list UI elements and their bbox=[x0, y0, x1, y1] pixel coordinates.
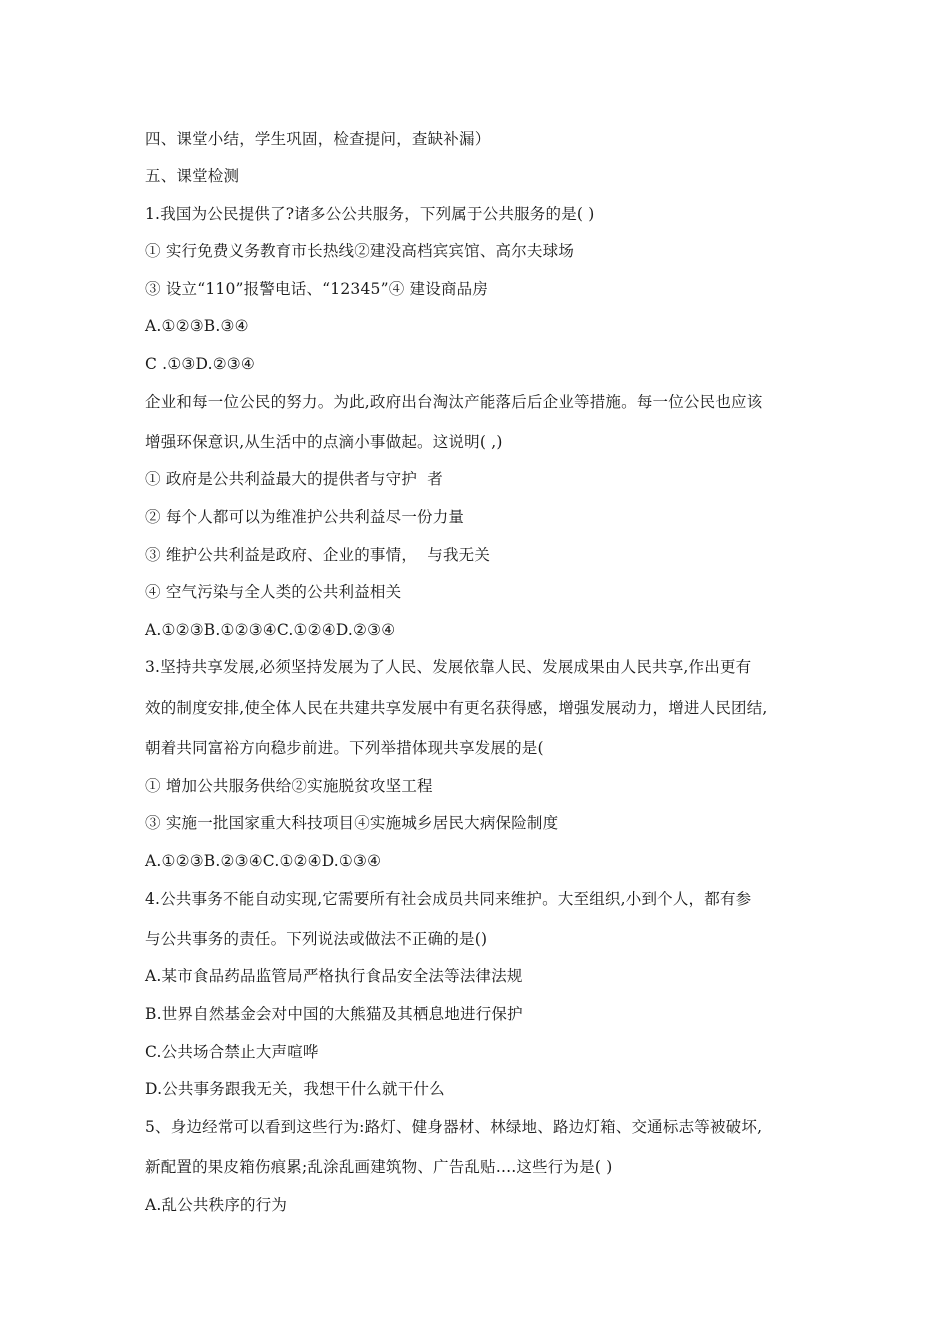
question-3-choices: A.①②③B.②③④C.①②④D.①③④ bbox=[145, 852, 382, 870]
question-2-stem: 增强环保意识,从生活中的点滴小事做起。这说明( ,) bbox=[145, 433, 503, 451]
question-4-option-c: C.公共场合禁止大声喧哗 bbox=[145, 1043, 319, 1061]
question-4-stem: 4.公共事务不能自动实现,它需要所有社会成员共同来维护。大至组织,小到个人，都有参 bbox=[145, 890, 752, 908]
question-1-stem: 1.我国为公民提供了?诸多公公共服务，下列属于公共服务的是( ) bbox=[145, 205, 595, 223]
question-2-option-line: ② 每个人都可以为维准护公共利益尽一份力量 bbox=[145, 508, 465, 526]
question-3-option-line: ③ 实施一批国家重大科技项目④实施城乡居民大病保险制度 bbox=[145, 814, 559, 832]
question-4-stem: 与公共事务的责任。下列说法或做法不正确的是() bbox=[145, 930, 488, 948]
question-5-option-a: A.乱公共秩序的行为 bbox=[145, 1196, 288, 1214]
question-3-stem: 效的制度安排,使全体人民在共建共享发展中有更名获得感，增强发展动力，增进人民团结, bbox=[145, 699, 768, 717]
question-2-option-line: ① 政府是公共利益最大的提供者与守护 者 bbox=[145, 470, 443, 488]
question-2-option-line: ③ 维护公共利益是政府、企业的事情， 与我无关 bbox=[145, 546, 491, 564]
question-1-option-line: ① 实行免费义务教育市长热线②建没高档宾宾馆、高尔夫球场 bbox=[145, 242, 575, 260]
question-5-stem: 新配置的果皮箱伤痕累;乱涂乱画建筑物、广告乱贴....这些行为是( ) bbox=[145, 1158, 613, 1176]
question-5-stem: 5、身边经常可以看到这些行为:路灯、健身器材、林绿地、路边灯箱、交通标志等被破坏, bbox=[145, 1118, 763, 1136]
question-2-stem: 企业和每一位公民的努力。为此,政府出台淘汰产能落后后企业等措施。每一位公民也应该 bbox=[145, 393, 763, 411]
question-3-stem: 3.坚持共享发展,必须坚持发展为了人民、发展依靠人民、发展成果由人民共享,作出更有 bbox=[145, 658, 752, 676]
section-heading-test: 五、课堂检测 bbox=[145, 167, 240, 185]
question-4-option-a: A.某市食品药品监管局严格执行食品安全法等法律法规 bbox=[145, 967, 523, 985]
question-1-choices: A.①②③B.③④ bbox=[145, 317, 249, 335]
question-3-option-line: ① 增加公共服务供给②实施脱贫攻坚工程 bbox=[145, 777, 433, 795]
section-heading-summary: 四、课堂小结，学生巩固，检查提问，查缺补漏） bbox=[145, 130, 491, 148]
question-2-choices: A.①②③B.①②③④C.①②④D.②③④ bbox=[145, 621, 396, 639]
question-2-option-line: ④ 空气污染与全人类的公共利益相关 bbox=[145, 583, 402, 601]
question-1-choices: C .①③D.②③④ bbox=[145, 355, 255, 373]
question-3-stem: 朝着共同富裕方向稳步前进。下列举措体现共享发展的是( bbox=[145, 739, 544, 757]
question-1-option-line: ③ 设立“110”报警电话、“12345”④ 建设商品房 bbox=[145, 280, 489, 298]
question-4-option-d: D.公共事务跟我无关，我想干什么就干什么 bbox=[145, 1080, 445, 1098]
question-4-option-b: B.世界自然基金会对中国的大熊猫及其栖息地进行保护 bbox=[145, 1005, 523, 1023]
